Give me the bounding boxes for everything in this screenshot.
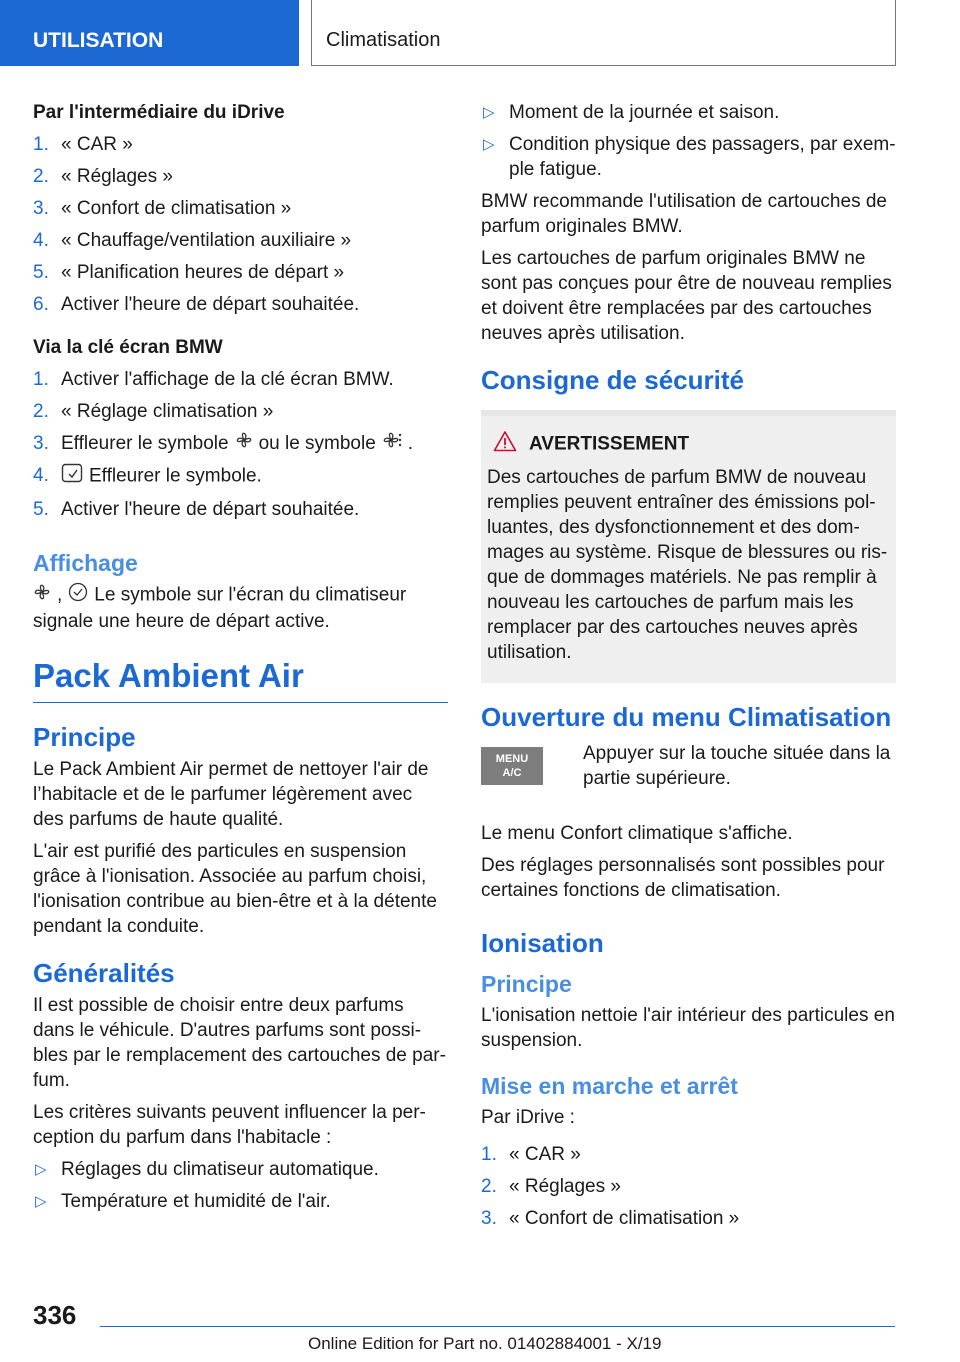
ion-principe-heading: Principe	[481, 971, 572, 997]
triangle-bullet-icon: ▷	[35, 1161, 47, 1179]
triangle-bullet-icon: ▷	[35, 1193, 47, 1211]
marche-steps	[481, 1142, 896, 1231]
list-item: 1. « CAR »	[33, 134, 133, 155]
section-tab: UTILISATION	[0, 0, 299, 66]
page-number: 336	[33, 1300, 77, 1330]
affichage-heading: Affichage	[33, 550, 138, 577]
list-item: 3. « Confort de climatisation »	[33, 198, 292, 219]
warning-text: Des cartouches de parfum BMW de nouveau remplies peuvent entraîner des émissions pol- luantes, des dysfonctionnement et des dom- mages au système. Risque de blessures ou ris- que de dommages matériels. Ne pas remplir à nouveau les cartouches de parfum mais les remplacer par des cartouches neuves après utilisation.	[487, 467, 888, 663]
menu-text: Appuyer sur la touche située dans la partie supérieure.	[583, 743, 891, 789]
list-item: 3. « Confort de climatisation »	[481, 1208, 740, 1229]
key-heading: Via la clé écran BMW	[33, 337, 223, 358]
right-column	[481, 100, 896, 1238]
warning-title: AVERTISSEMENT	[487, 430, 888, 459]
list-item: 5. « Planification heures de départ »	[33, 262, 345, 283]
list-item: 1. Activer l'affichage de la clé écran BMW.	[33, 369, 394, 390]
criteria-list-continued	[481, 100, 896, 182]
triangle-bullet-icon: ▷	[483, 104, 495, 121]
footer-rule	[100, 1326, 895, 1327]
timer-key-icon	[61, 463, 83, 490]
generalites-p2: Les critères suivants peuvent influencer la per- ception du parfum dans l'habitacle :	[33, 1102, 426, 1149]
list-item: 2. « Réglages »	[33, 166, 173, 187]
list-item: ▷ Température et humidité de l'air.	[35, 1191, 331, 1213]
list-item: 4. Effleurer le symbole.	[33, 463, 448, 490]
list-item: ▷ Condition physique des passagers, par exem- ple fatigue.	[483, 134, 896, 180]
ion-principe-text: L'ionisation nettoie l'air intérieur des particules en suspension.	[481, 1005, 895, 1051]
list-item: 2. « Réglage climatisation »	[33, 401, 274, 422]
page-header	[0, 0, 960, 66]
list-item: 1. « CAR »	[481, 1144, 581, 1165]
principe-p2: L'air est purifié des particules en suspension grâce à l'ionisation. Associée au parfum choisi, l'ionisation contribue au bien-être et à la détente pendant la conduite.	[33, 841, 437, 938]
chapter-title: Climatisation	[311, 0, 896, 66]
idrive-steps	[33, 132, 448, 317]
recommend-text: BMW recommande l'utilisation de cartouches de parfum originales BMW.	[481, 191, 887, 237]
warning-box	[481, 416, 896, 683]
cartridge-text: Les cartouches de parfum originales BMW ne sont pas conçues pour être de nouveau remplies et doivent être remplacées par des cartouches neuves après utilisation.	[481, 248, 892, 344]
affichage-text: , Le symbole sur l'écran du climatiseur signale une heure de départ active.	[33, 582, 448, 634]
menu-p2: Des réglages personnalisés sont possibles pour certaines fonctions de climatisation.	[481, 855, 885, 901]
fan-icon	[33, 583, 51, 608]
list-item: ▷ Réglages du climatiseur automatique.	[35, 1159, 379, 1181]
left-column	[33, 100, 448, 1221]
list-item: 5. Activer l'heure de départ souhaitée.	[33, 499, 360, 521]
menu-ac-button-icon: MENU A/C	[481, 747, 543, 785]
criteria-list	[33, 1157, 448, 1214]
triangle-bullet-icon: ▷	[483, 136, 495, 153]
edition-text: Online Edition for Part no. 01402884001 - X/19	[308, 1334, 662, 1353]
generalites-p1: Il est possible de choisir entre deux parfums dans le véhicule. D'autres parfums sont possi- bles par le remplacement des cartouches de par- fum.	[33, 995, 446, 1092]
list-item: 3. Effleurer le symbole ou le symbole .	[33, 431, 448, 456]
warning-triangle-icon	[493, 430, 517, 459]
marche-intro: Par iDrive :	[481, 1107, 575, 1128]
fan-dots-icon	[382, 431, 402, 456]
principe-heading: Principe	[33, 722, 136, 753]
list-item: ▷ Moment de la journée et saison.	[483, 102, 780, 123]
idrive-heading: Par l'intermédiaire du iDrive	[33, 102, 285, 123]
menu-heading: Ouverture du menu Climatisation	[481, 702, 892, 732]
key-steps	[33, 367, 448, 522]
marche-heading: Mise en marche et arrêt	[481, 1073, 738, 1099]
menu-instruction	[481, 741, 896, 811]
pack-heading: Pack Ambient Air	[33, 656, 448, 703]
fan-icon	[235, 431, 253, 456]
principe-p1: Le Pack Ambient Air permet de nettoyer l'air de l’habitacle et de le parfumer légèrement avec des parfums de haute qualité.	[33, 759, 429, 831]
list-item: 4. « Chauffage/ventilation auxiliaire »	[33, 230, 352, 251]
generalites-heading: Généralités	[33, 958, 175, 989]
ionisation-heading: Ionisation	[481, 928, 604, 958]
clock-icon	[68, 582, 88, 609]
menu-p1: Le menu Confort climatique s'affiche.	[481, 823, 793, 844]
safety-heading: Consigne de sécurité	[481, 364, 896, 416]
list-item: 2. « Réglages »	[481, 1176, 621, 1197]
list-item: 6. Activer l'heure de départ souhaitée.	[33, 294, 360, 315]
